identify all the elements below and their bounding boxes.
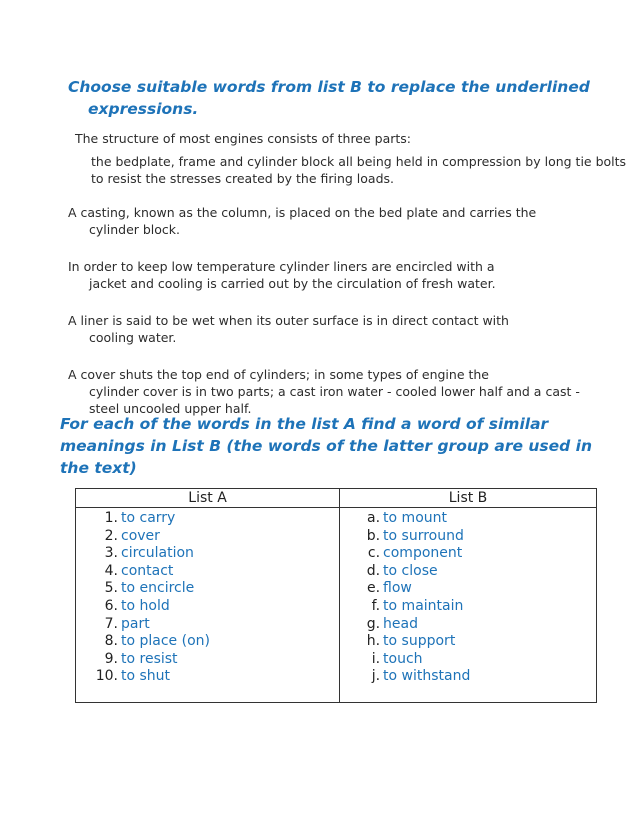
paragraph-first-line: In order to keep low temperature cylinder liners are encircled with a bbox=[68, 259, 495, 274]
item-word: to resist bbox=[121, 650, 178, 667]
item-marker: 9. bbox=[104, 650, 118, 667]
exercise-1-heading: Choose suitable words from list B to replace the underlined expressions. bbox=[68, 78, 590, 118]
item-word: to carry bbox=[121, 510, 176, 526]
paragraph-continuation: cylinder block. bbox=[89, 222, 181, 237]
item-marker: 4. bbox=[104, 562, 118, 579]
list-item bbox=[76, 563, 339, 581]
paragraph-first-line: A cover shuts the top end of cylinders; in some types of engine the bbox=[68, 367, 489, 382]
item-word: to withstand bbox=[383, 668, 471, 685]
list-item bbox=[340, 528, 596, 546]
item-marker: b. bbox=[366, 527, 381, 544]
item-word: component bbox=[383, 545, 463, 562]
paragraph-continuation: cooling water. bbox=[89, 330, 177, 345]
paragraph-first-line: A casting, known as the column, is placed on the bed plate and carries the bbox=[68, 205, 537, 220]
item-word: part bbox=[121, 615, 150, 632]
item-marker: g. bbox=[366, 615, 381, 632]
list-item bbox=[76, 616, 339, 634]
list-b bbox=[340, 510, 596, 686]
list-item bbox=[76, 545, 339, 563]
item-word: cover bbox=[121, 527, 160, 544]
exercise-2-heading: For each of the words in the list A find a word of similar meanings in List B (the words of the latter group are used in the text) bbox=[60, 415, 592, 477]
paragraph-first-line: A liner is said to be wet when its outer surface is in direct contact with bbox=[68, 313, 509, 328]
item-marker: 5. bbox=[104, 580, 118, 597]
list-item bbox=[340, 651, 596, 669]
list-item bbox=[76, 668, 339, 686]
list-b-cell bbox=[340, 508, 597, 703]
item-marker: c. bbox=[367, 545, 381, 562]
list-item bbox=[340, 668, 596, 686]
item-word: to surround bbox=[383, 527, 464, 544]
paragraph-liners bbox=[68, 258, 598, 292]
item-marker: 8. bbox=[104, 633, 118, 650]
list-item bbox=[76, 633, 339, 651]
list-item bbox=[340, 598, 596, 616]
list-item bbox=[76, 598, 339, 616]
list-item bbox=[340, 616, 596, 634]
paragraph-continuation: jacket and cooling is carried out by the circulation of fresh water. bbox=[89, 276, 496, 291]
paragraph-column bbox=[68, 204, 608, 238]
item-word: circulation bbox=[121, 545, 194, 562]
list-item bbox=[76, 510, 339, 528]
item-word: to place (on) bbox=[121, 633, 210, 650]
item-marker: 6. bbox=[104, 597, 118, 614]
paragraph-intro: The structure of most engines consists of three parts: bbox=[75, 131, 412, 146]
list-item bbox=[76, 528, 339, 546]
item-marker: 2. bbox=[104, 527, 118, 544]
paragraph-continuation: cylinder cover is in two parts; a cast iron water - cooled lower half and a cast - steel uncooled upper half. bbox=[89, 384, 580, 416]
paragraph-wet-liner bbox=[68, 312, 598, 346]
list-item bbox=[340, 580, 596, 598]
list-a-header: List A bbox=[76, 489, 340, 508]
list-a-cell bbox=[76, 508, 340, 703]
list-a bbox=[76, 510, 339, 686]
item-marker: 10. bbox=[95, 668, 118, 685]
item-marker: a. bbox=[367, 510, 381, 526]
item-marker: i. bbox=[371, 650, 381, 667]
item-marker: 3. bbox=[104, 545, 118, 562]
paragraph-body: the bedplate, frame and cylinder block all being held in compression by long tie bolts to resist the stresses created by the firing loads. bbox=[91, 154, 627, 186]
list-item bbox=[340, 563, 596, 581]
paragraph-structure bbox=[75, 130, 638, 187]
item-word: to encircle bbox=[121, 580, 195, 597]
item-word: to close bbox=[383, 562, 438, 579]
list-item bbox=[340, 545, 596, 563]
list-item bbox=[76, 580, 339, 598]
item-marker: 1. bbox=[104, 510, 118, 526]
item-word: head bbox=[383, 615, 418, 632]
word-match-table bbox=[75, 488, 597, 703]
item-word: to mount bbox=[383, 510, 447, 526]
item-word: to maintain bbox=[383, 597, 464, 614]
item-marker: f. bbox=[371, 597, 381, 614]
list-item bbox=[340, 633, 596, 651]
list-b-header: List B bbox=[340, 489, 597, 508]
item-word: flow bbox=[383, 580, 412, 597]
item-marker: h. bbox=[366, 633, 381, 650]
item-word: touch bbox=[383, 650, 423, 667]
list-item bbox=[340, 510, 596, 528]
item-word: to hold bbox=[121, 597, 170, 614]
list-item bbox=[76, 651, 339, 669]
item-marker: 7. bbox=[104, 615, 118, 632]
item-word: contact bbox=[121, 562, 174, 579]
item-marker: d. bbox=[366, 562, 381, 579]
paragraph-cover bbox=[68, 366, 608, 417]
item-marker: e. bbox=[366, 580, 381, 597]
item-word: to support bbox=[383, 633, 456, 650]
item-marker: j. bbox=[371, 668, 381, 685]
item-word: to shut bbox=[121, 668, 171, 685]
